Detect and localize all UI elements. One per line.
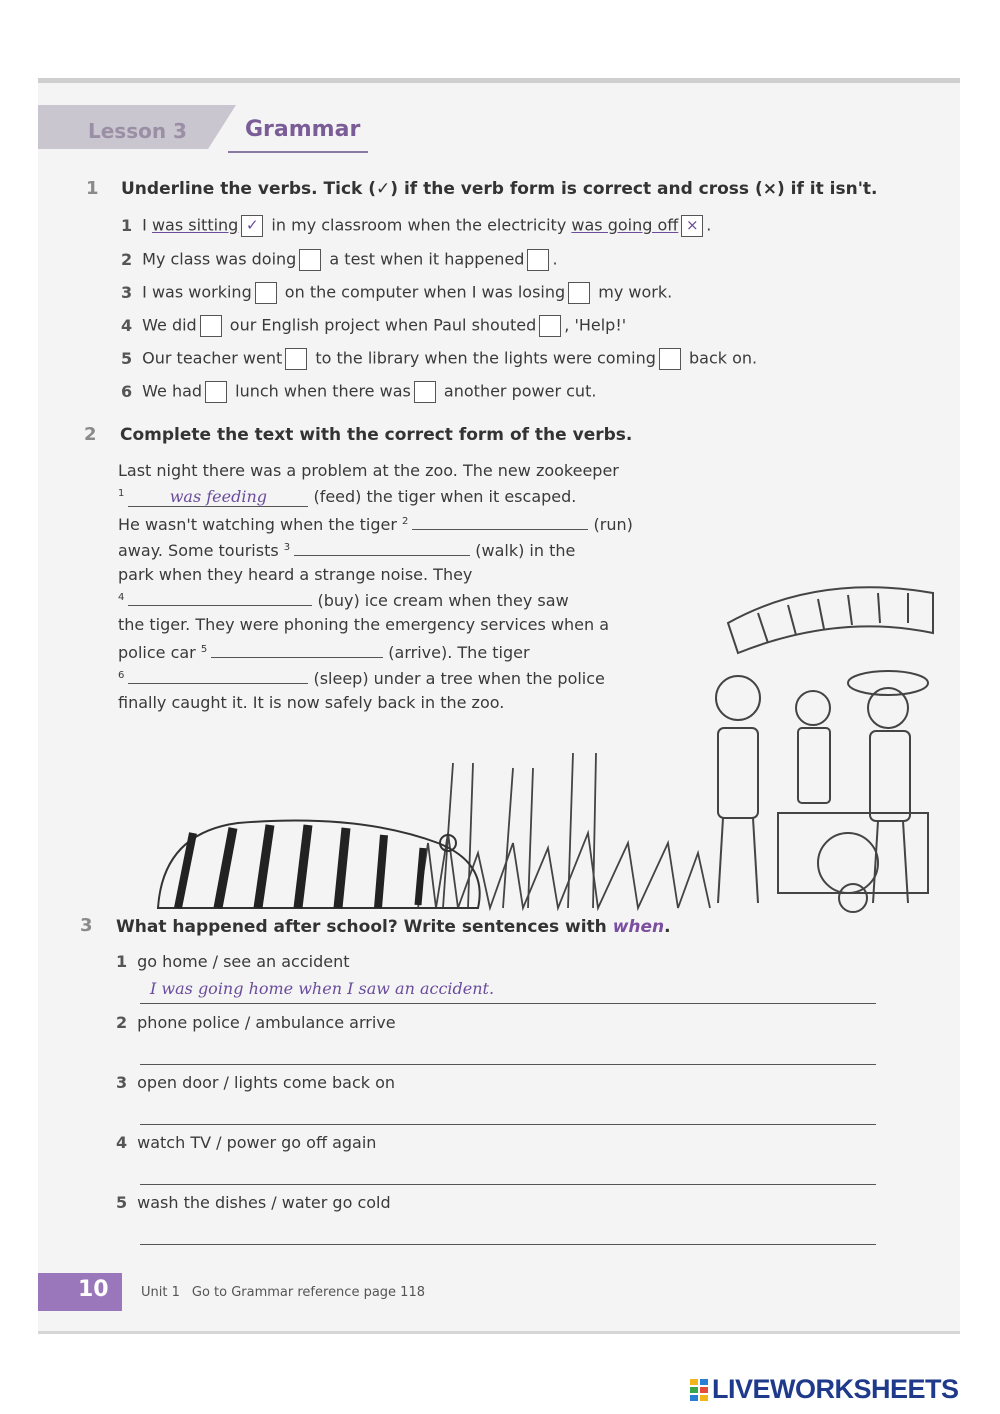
answer-box[interactable]	[568, 282, 590, 304]
item-text: We did	[142, 315, 197, 335]
exercise-1-number: 1	[86, 178, 99, 199]
answer-box[interactable]	[659, 348, 681, 370]
exercise-3-number: 3	[80, 915, 93, 936]
gap-number: 5	[200, 643, 208, 655]
answer-box[interactable]	[205, 381, 227, 403]
gap-number: 1	[118, 487, 125, 499]
instruction-text: .	[664, 917, 671, 937]
item-number: 6	[121, 381, 133, 401]
footer-reference-text: Go to Grammar reference page 118	[191, 1285, 425, 1300]
ex1-item-5	[121, 348, 757, 370]
story-text: He wasn't watching when the tiger	[118, 515, 397, 534]
ex3-answer-1[interactable]: I was going home when I saw an accident.	[150, 979, 495, 998]
gap-number: 4	[118, 591, 125, 603]
cross-box[interactable]: ×	[681, 215, 703, 237]
item-text: to the library when the lights were coming	[310, 348, 656, 368]
item-prompt: phone police / ambulance arrive	[137, 1013, 396, 1032]
item-number: 3	[121, 282, 133, 302]
story-line-7: the tiger. They were phoning the emergency services when a	[118, 615, 610, 634]
lesson-label: Lesson 3	[88, 119, 187, 143]
item-prompt: open door / lights come back on	[137, 1073, 396, 1092]
footer-reference	[141, 1285, 425, 1300]
item-text: another power cut.	[438, 381, 597, 401]
tick-box[interactable]: ✓	[241, 215, 263, 237]
answer-box[interactable]	[200, 315, 222, 337]
item-number: 5	[121, 348, 133, 368]
write-line-4	[140, 1184, 876, 1185]
answer-box[interactable]	[285, 348, 307, 370]
exercise-3-instruction	[116, 917, 671, 937]
item-number: 2	[116, 1013, 128, 1032]
item-text: , 'Help!'	[564, 315, 627, 335]
instruction-text: What happened after school? Write sentences with	[116, 917, 613, 937]
item-text: Our teacher went	[142, 348, 283, 368]
ex3-item-1	[116, 952, 350, 971]
item-text: on the computer when I was losing	[279, 282, 566, 302]
write-line-5	[140, 1244, 876, 1245]
write-line-1	[140, 1003, 876, 1004]
item-number: 3	[116, 1073, 128, 1092]
worksheet-page	[38, 78, 960, 1334]
exercise-2-number: 2	[84, 424, 97, 445]
ex1-item-2	[121, 249, 558, 271]
story-line-2	[118, 487, 576, 507]
item-text: my work.	[593, 282, 673, 302]
item-text: lunch when there was	[230, 381, 411, 401]
title-underline	[228, 151, 368, 153]
story-line-1: Last night there was a problem at the zoo. The new zookeeper	[118, 461, 619, 480]
item-number: 4	[121, 315, 133, 335]
item-text: We had	[142, 381, 203, 401]
item-text: our English project when Paul shouted	[224, 315, 537, 335]
item-text: My class was doing	[142, 249, 297, 269]
instruction-emphasis: when	[612, 917, 665, 937]
item-text: a test when it happened	[324, 249, 525, 269]
story-text: away. Some tourists	[118, 541, 279, 560]
underlined-verb: was going off	[571, 215, 679, 235]
gap-number: 6	[118, 669, 125, 681]
item-text: .	[552, 249, 558, 269]
answer-box[interactable]	[299, 249, 321, 271]
gap-1-answer[interactable]: was feeding	[128, 487, 308, 507]
underlined-verb: was sitting	[151, 215, 239, 235]
ex1-item-3	[121, 282, 672, 304]
write-line-2	[140, 1064, 876, 1065]
answer-box[interactable]	[255, 282, 277, 304]
liveworksheets-logo[interactable]	[690, 1374, 959, 1405]
story-text: police car	[118, 643, 196, 662]
gap-number: 2	[402, 515, 409, 527]
story-text: (walk) in the	[470, 541, 576, 560]
item-text: in my classroom when the electricity	[266, 215, 572, 235]
ex3-item-2	[116, 1013, 396, 1032]
item-text: back on.	[683, 348, 758, 368]
write-line-3	[140, 1124, 876, 1125]
item-text: .	[706, 215, 712, 235]
section-title: Grammar	[245, 117, 361, 142]
item-number: 5	[116, 1193, 128, 1212]
story-text: (feed) the tiger when it escaped.	[308, 487, 577, 506]
item-prompt: go home / see an accident	[137, 952, 350, 971]
people	[716, 671, 928, 903]
brand-name: LIVEWORKSHEETS	[712, 1374, 959, 1404]
zoo-illustration	[118, 513, 938, 913]
item-prompt: watch TV / power go off again	[137, 1133, 377, 1152]
item-number: 4	[116, 1133, 128, 1152]
ex3-item-5	[116, 1193, 391, 1212]
item-text: I was working	[142, 282, 252, 302]
answer-box[interactable]	[539, 315, 561, 337]
ex1-item-1	[121, 215, 711, 237]
item-prompt: wash the dishes / water go cold	[137, 1193, 391, 1212]
story-line-5: park when they heard a strange noise. They	[118, 565, 473, 584]
trees-and-grass	[418, 753, 710, 908]
story-text: (run)	[588, 515, 633, 534]
item-number: 2	[121, 249, 133, 269]
story-text: (arrive). The tiger	[383, 643, 530, 662]
item-text: I	[142, 215, 152, 235]
liveworksheets-icon	[690, 1379, 708, 1401]
item-number: 1	[116, 952, 128, 971]
exercise-2-instruction: Complete the text with the correct form of the verbs.	[120, 425, 633, 445]
page-number: 10	[78, 1277, 109, 1302]
ex3-item-4	[116, 1133, 376, 1152]
item-number: 1	[121, 215, 133, 235]
gap-number: 3	[283, 541, 291, 553]
story-text: (sleep) under a tree when the police	[308, 669, 605, 688]
answer-box[interactable]	[527, 249, 549, 271]
exercise-1-instruction: Underline the verbs. Tick (✓) if the verb form is correct and cross (×) if it isn't.	[121, 179, 878, 199]
ex1-item-6	[121, 381, 596, 403]
story-line-10: finally caught it. It is now safely back in the zoo.	[118, 693, 505, 712]
footer-unit: Unit 1	[141, 1285, 180, 1300]
ex1-item-4	[121, 315, 626, 337]
story-text: (buy) ice cream when they saw	[312, 591, 569, 610]
ex3-item-3	[116, 1073, 395, 1092]
answer-box[interactable]	[414, 381, 436, 403]
